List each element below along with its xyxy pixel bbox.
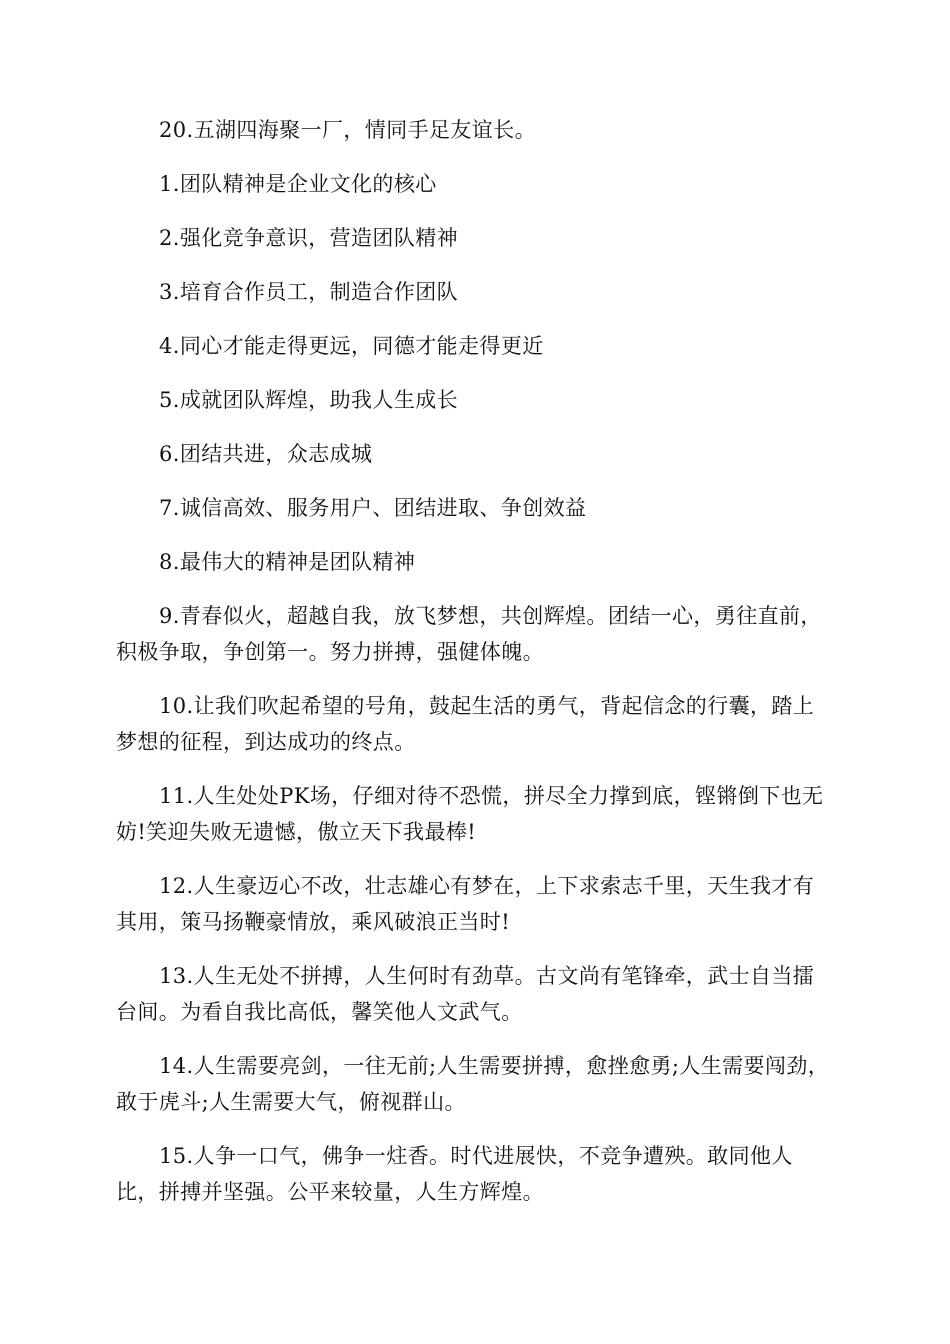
paragraph-5: 5.成就团队辉煌，助我人生成长 [159, 388, 459, 412]
paragraph-9: 9.青春似火，超越自我，放飞梦想，共创辉煌。团结一心，勇往直前，积极争取，争创第一。努力拼搏，强健体魄。 [116, 604, 822, 664]
paragraph-1: 1.团队精神是企业文化的核心 [159, 172, 437, 196]
paragraph-7: 7.诚信高效、服务用户、团结进取、争创效益 [159, 496, 587, 520]
paragraph-2: 2.强化竞争意识，营造团队精神 [159, 226, 459, 250]
paragraph-4: 4.同心才能走得更远，同德才能走得更近 [159, 334, 544, 358]
paragraph-8: 8.最伟大的精神是团队精神 [159, 550, 416, 574]
document-body [116, 112, 832, 1210]
paragraph-3: 3.培育合作员工，制造合作团队 [159, 280, 459, 304]
paragraph-12: 12.人生豪迈心不改，壮志雄心有梦在，上下求索志千里，天生我才有其用，策马扬鞭豪情放，乘风破浪正当时! [116, 874, 815, 934]
paragraph-10: 10.让我们吹起希望的号角，鼓起生活的勇气，背起信念的行囊，踏上梦想的征程，到达成功的终点。 [116, 694, 815, 754]
paragraph-11: 11.人生处处PK场，仔细对待不恐慌，拼尽全力撑到底，铿锵倒下也无妨!笑迎失败无遗憾，傲立天下我最棒! [116, 784, 824, 844]
paragraph-13: 13.人生无处不拼搏，人生何时有劲草。古文尚有笔锋牵，武士自当擂台间。为看自我比高低，馨笑他人文武气。 [116, 964, 815, 1024]
paragraph-6: 6.团结共进，众志成城 [159, 442, 373, 466]
paragraph-15: 15.人争一口气，佛争一炷香。时代进展快，不竞争遭殃。敢同他人比，拼搏并坚强。公平来较量，人生方辉煌。 [116, 1144, 793, 1204]
paragraph-14: 14.人生需要亮剑，一往无前;人生需要拼搏，愈挫愈勇;人生需要闯劲，敢于虎斗;人生需要大气，俯视群山。 [116, 1054, 830, 1114]
paragraph-20: 20.五湖四海聚一厂，情同手足友谊长。 [159, 118, 536, 142]
